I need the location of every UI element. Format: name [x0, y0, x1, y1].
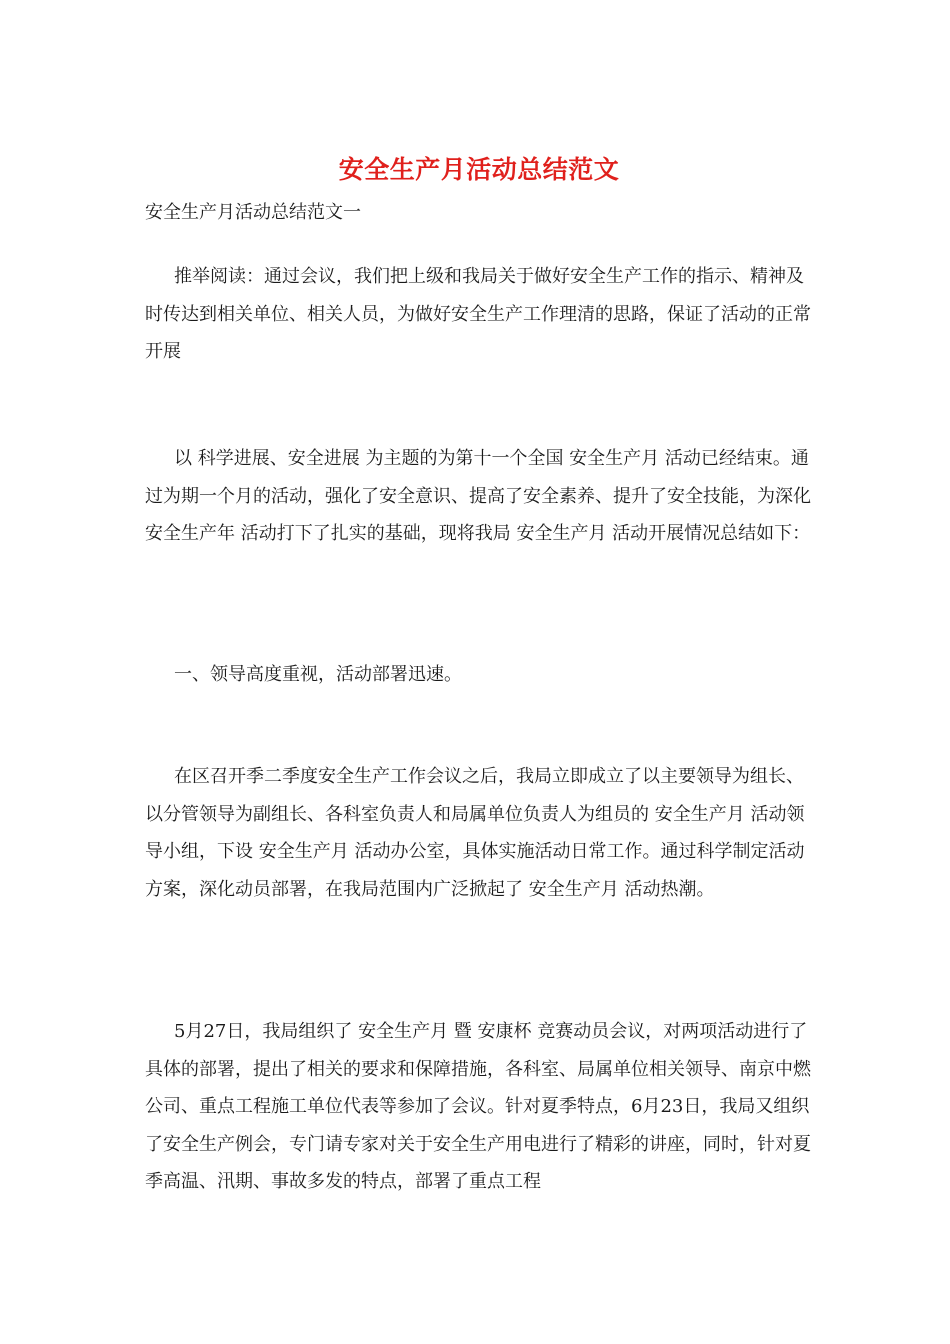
paragraph-meetings: 5月27日，我局组织了 安全生产月 暨 安康杯 竞赛动员会议，对两项活动进行了具体的部署，提出了相关的要求和保障措施，各科室、局属单位相关领导、南京中燃公司、重点工程施工单位代表等参加了会议。针对夏季特点，6月23日，我局又组织了安全生产例会，专门请专家对关于安全生产用电进行了精彩的讲座，同时，针对夏季高温、汛期、事故多发的特点，部署了重点工程: [145, 1021, 811, 1192]
document-page: [145, 0, 817, 1344]
paragraph-introduction: 以 科学进展、安全进展 为主题的为第十一个全国 安全生产月 活动已经结束。通过为期一个月的活动，强化了安全意识、提高了安全素养、提升了安全技能，为深化 安全生产年 活动打下了扎实的基础，现将我局 安全生产月 活动开展情况总结如下：: [145, 448, 817, 544]
document-title: 安全生产月活动总结范文: [338, 155, 620, 184]
paragraph-leadership: 在区召开季二季度安全生产工作会议之后，我局立即成立了以主要领导为组长、以分管领导为副组长、各科室负责人和局属单位负责人为组员的 安全生产月 活动领导小组，下设 安全生产月 活动办公室，具体实施活动日常工作。通过科学制定活动方案，深化动员部署，在我局范围内广泛掀起了 安全生产月 活动热潮。: [145, 766, 805, 900]
paragraph-recommended-reading: 推举阅读：通过会议，我们把上级和我局关于做好安全生产工作的指示、精神及时传达到相关单位、相关人员，为做好安全生产工作理清的思路，保证了活动的正常开展: [145, 266, 811, 362]
document-subtitle: 安全生产月活动总结范文一: [145, 202, 361, 223]
section-heading-1: 一、领导高度重视，活动部署迅速。: [174, 664, 462, 685]
